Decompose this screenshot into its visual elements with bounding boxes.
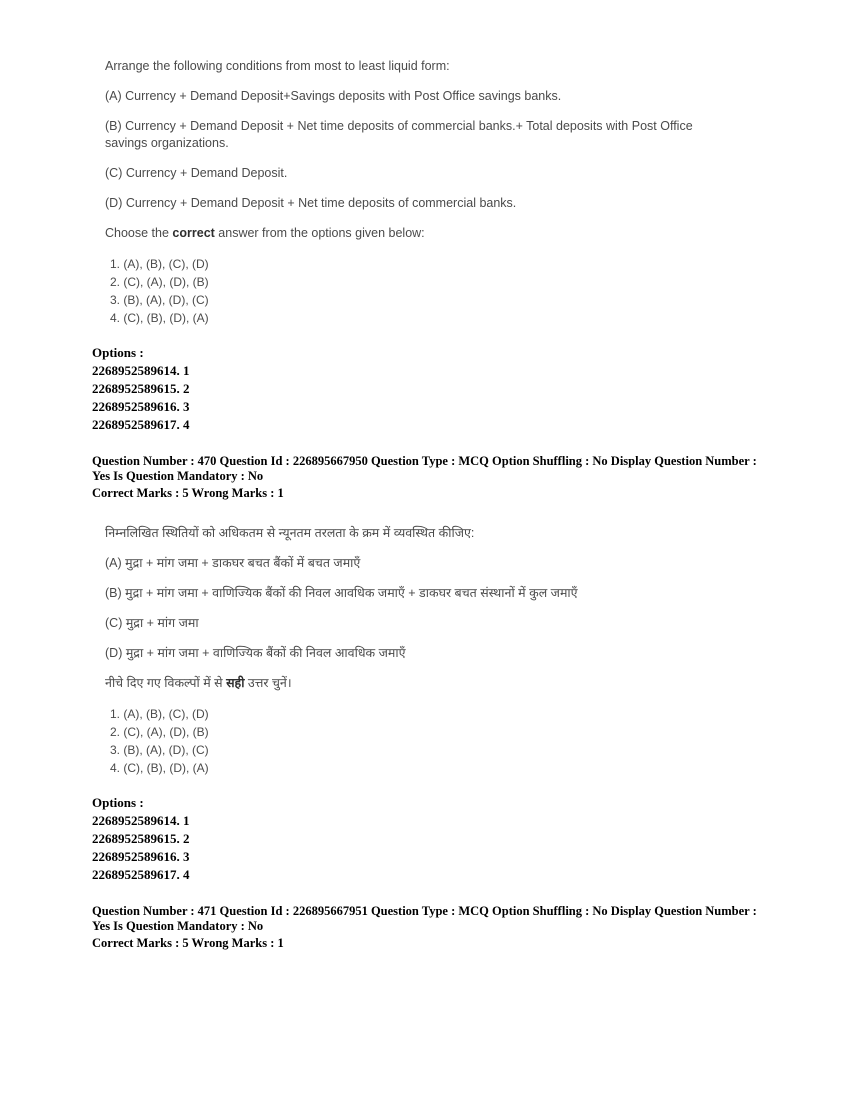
answer-choices	[110, 705, 758, 777]
statement-a: (A) मुद्रा + मांग जमा + डाकघर बचत बैंकों में बचत जमाएँ	[105, 556, 361, 570]
question-body-hindi	[105, 525, 758, 777]
answer-choice-2: 2. (C), (A), (D), (B)	[110, 725, 209, 739]
question-meta	[92, 454, 758, 501]
answer-choice-1: 1. (A), (B), (C), (D)	[110, 257, 209, 271]
option-id-4: 2268952589617. 4	[92, 417, 190, 432]
option-id-1: 2268952589614. 1	[92, 813, 190, 828]
options-block	[92, 794, 758, 884]
options-heading: Options :	[92, 795, 144, 810]
answer-choice-1: 1. (A), (B), (C), (D)	[110, 707, 209, 721]
question-meta-line: Question Number : 470 Question Id : 226895667950 Question Type : MCQ Option Shuffling : No Display Question Number : Yes Is Question Mandatory : No	[92, 454, 757, 483]
question-intro: Arrange the following conditions from most to least liquid form:	[105, 59, 450, 73]
question-block-471	[92, 525, 758, 951]
choose-prefix: नीचे दिए गए विकल्पों में से	[105, 676, 227, 690]
question-meta	[92, 904, 758, 951]
choose-bold-word: correct	[172, 226, 215, 240]
option-id-3: 2268952589616. 3	[92, 399, 190, 414]
question-intro: निम्नलिखित स्थितियों को अधिकतम से न्यूनतम तरलता के क्रम में व्यवस्थित कीजिए:	[105, 526, 475, 540]
choose-suffix: उत्तर चुनें।	[244, 676, 292, 690]
question-meta-line: Question Number : 471 Question Id : 226895667951 Question Type : MCQ Option Shuffling : No Display Question Number : Yes Is Question Mandatory : No	[92, 904, 757, 933]
statement-c: (C) Currency + Demand Deposit.	[105, 166, 288, 180]
choose-instruction	[105, 675, 723, 692]
answer-choice-4: 4. (C), (B), (D), (A)	[110, 311, 209, 325]
statement-c: (C) मुद्रा + मांग जमा	[105, 616, 199, 630]
statement-d: (D) मुद्रा + मांग जमा + वाणिज्यिक बैंकों की निवल आवधिक जमाएँ	[105, 646, 406, 660]
choose-prefix: Choose the	[105, 226, 173, 240]
choose-instruction	[105, 225, 723, 242]
statement-a: (A) Currency + Demand Deposit+Savings deposits with Post Office savings banks.	[105, 89, 562, 103]
choose-suffix: answer from the options given below:	[214, 226, 425, 240]
option-id-4: 2268952589617. 4	[92, 867, 190, 882]
marks-line: Correct Marks : 5 Wrong Marks : 1	[92, 486, 284, 500]
option-id-2: 2268952589615. 2	[92, 831, 190, 846]
options-heading: Options :	[92, 345, 144, 360]
option-id-1: 2268952589614. 1	[92, 363, 190, 378]
statement-d: (D) Currency + Demand Deposit + Net time deposits of commercial banks.	[105, 196, 517, 210]
answer-choice-2: 2. (C), (A), (D), (B)	[110, 275, 209, 289]
answer-choice-3: 3. (B), (A), (D), (C)	[110, 743, 209, 757]
question-body-english	[105, 58, 758, 327]
option-id-2: 2268952589615. 2	[92, 381, 190, 396]
option-id-3: 2268952589616. 3	[92, 849, 190, 864]
answer-choice-3: 3. (B), (A), (D), (C)	[110, 293, 209, 307]
marks-line: Correct Marks : 5 Wrong Marks : 1	[92, 936, 284, 950]
statement-b: (B) मुद्रा + मांग जमा + वाणिज्यिक बैंकों की निवल आवधिक जमाएँ + डाकघर बचत संस्थानों में कुल जमाएँ	[105, 586, 578, 600]
options-block	[92, 344, 758, 434]
answer-choice-4: 4. (C), (B), (D), (A)	[110, 761, 209, 775]
choose-bold-word: सही	[226, 676, 245, 690]
question-block-470	[92, 58, 758, 501]
statement-b: (B) Currency + Demand Deposit + Net time deposits of commercial banks.+ Total deposits with Post Office savings organizations.	[105, 119, 693, 150]
answer-choices	[110, 255, 758, 327]
